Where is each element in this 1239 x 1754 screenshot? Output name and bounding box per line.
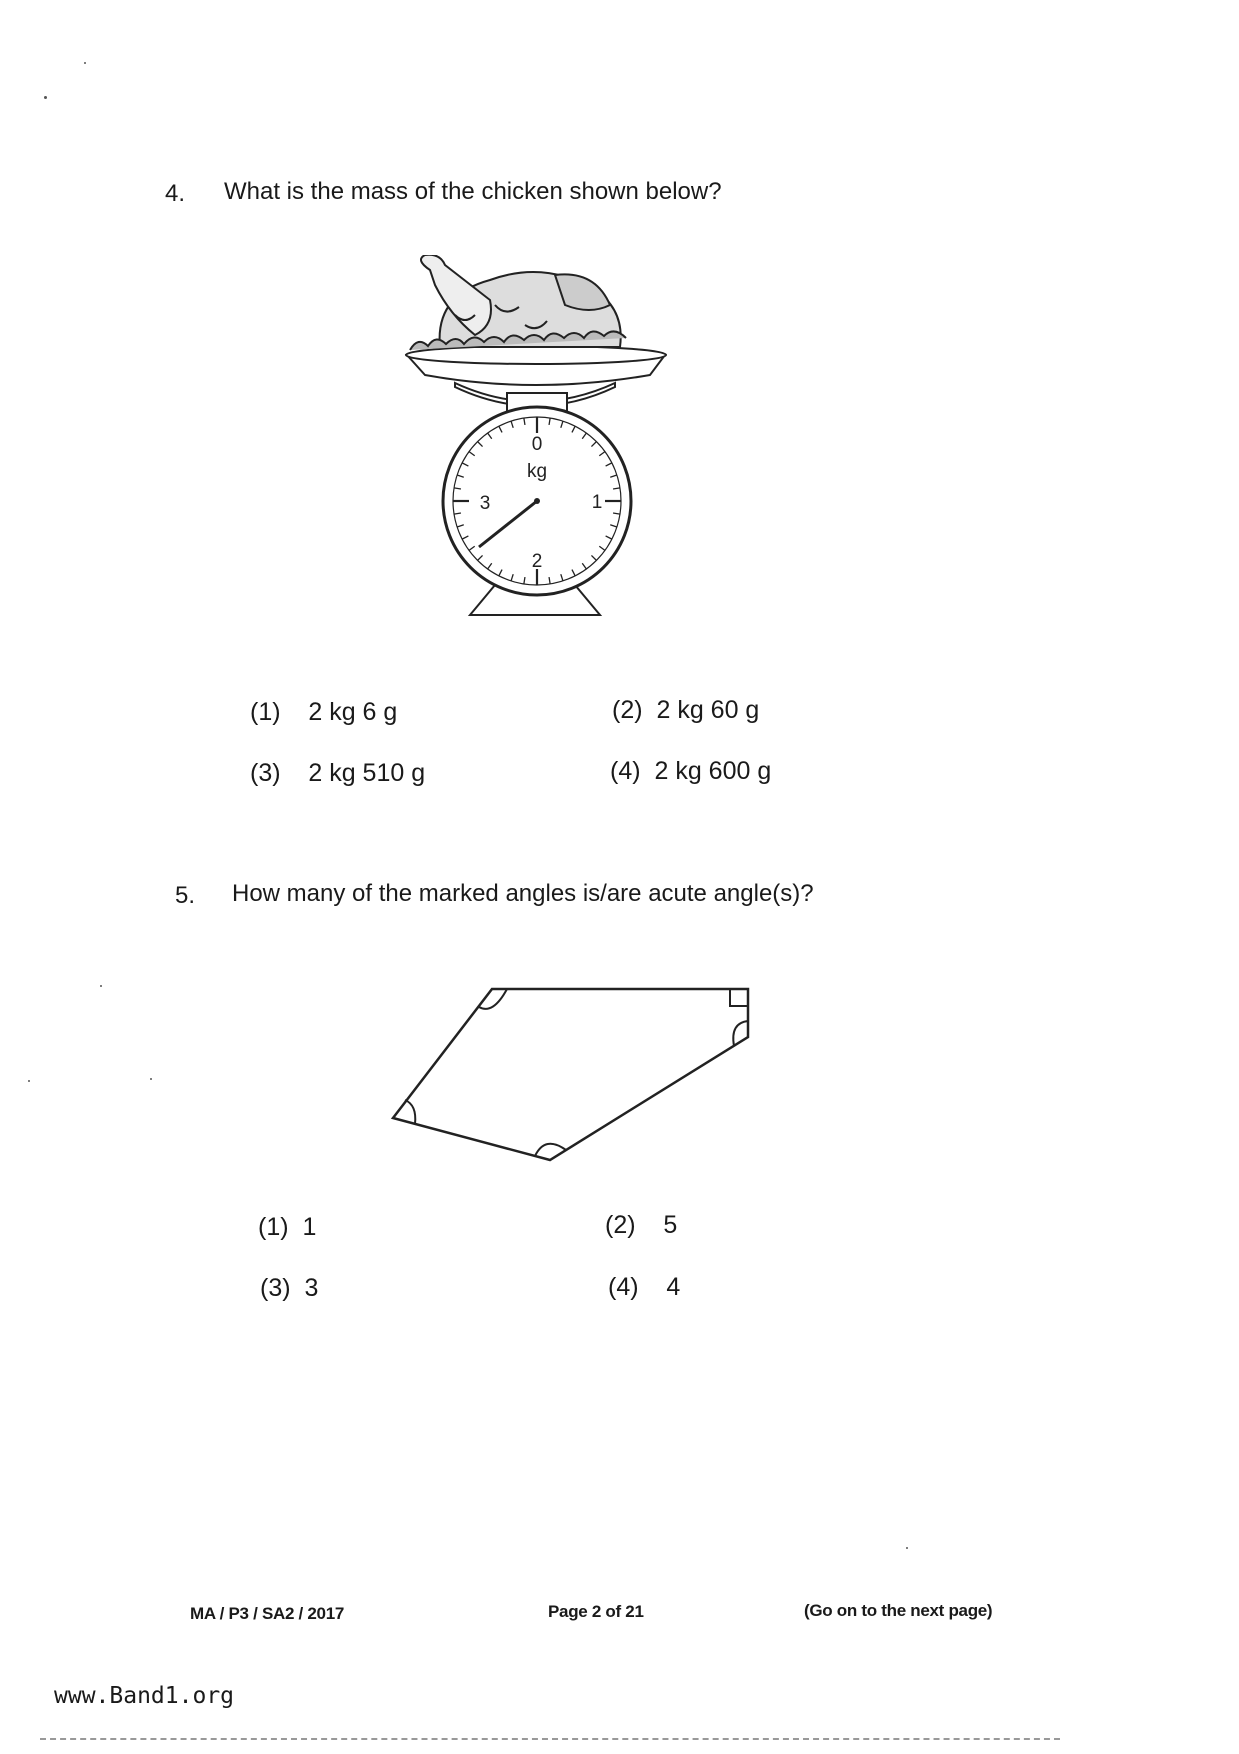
q5-option-2[interactable] — [605, 1211, 677, 1240]
q5-option-1-number: (1) — [258, 1213, 289, 1241]
pentagon-outline — [393, 989, 748, 1160]
q4-option-1-text: 2 kg 6 g — [308, 698, 398, 726]
question-4-number: 4. — [165, 180, 186, 207]
q5-option-1[interactable] — [258, 1213, 316, 1242]
scan-speck — [150, 1078, 152, 1080]
question-4-text: What is the mass of the chicken shown below? — [224, 178, 722, 205]
chicken-scale-figure — [395, 255, 685, 620]
scale-label-2: 2 — [531, 551, 543, 572]
q5-option-2-number: (2) — [605, 1211, 636, 1239]
pentagon-figure — [385, 975, 760, 1170]
q4-option-3-text: 2 kg 510 g — [308, 759, 426, 787]
website-watermark: www.Band1.org — [54, 1683, 235, 1709]
q4-option-1-number: (1) — [250, 698, 281, 726]
bottom-scan-line — [40, 1738, 1060, 1740]
q5-option-4[interactable] — [608, 1273, 680, 1302]
q4-option-4-number: (4) — [610, 757, 641, 785]
scale-unit-label: kg — [526, 461, 548, 482]
roast-chicken-illustration — [406, 255, 666, 385]
question-5-number: 5. — [175, 882, 196, 909]
q5-option-3[interactable] — [260, 1274, 318, 1303]
footer-page-number: Page 2 of 21 — [548, 1602, 644, 1621]
q4-option-4[interactable] — [610, 757, 771, 786]
question-5-text: How many of the marked angles is/are acute angle(s)? — [232, 880, 814, 907]
q4-option-3-number: (3) — [250, 759, 281, 787]
footer-next-page: (Go on to the next page) — [804, 1601, 993, 1620]
q4-option-3[interactable] — [250, 759, 425, 788]
scan-speck — [100, 985, 102, 987]
scan-speck — [906, 1547, 908, 1549]
q4-option-1[interactable] — [250, 698, 397, 727]
angle-mark-top-right — [730, 989, 748, 1006]
q5-option-3-text: 3 — [304, 1274, 319, 1302]
scale-label-1: 1 — [591, 492, 603, 513]
footer-paper-code: MA / P3 / SA2 / 2017 — [190, 1604, 344, 1623]
q4-option-2[interactable] — [612, 696, 759, 725]
q5-option-4-text: 4 — [666, 1273, 681, 1301]
q4-option-2-number: (2) — [612, 696, 643, 724]
scan-speck — [28, 1080, 30, 1082]
scale-zero-label: 0 — [531, 434, 543, 455]
q5-option-1-text: 1 — [302, 1213, 317, 1241]
q4-option-4-text: 2 kg 600 g — [654, 757, 772, 785]
q4-option-2-text: 2 kg 60 g — [656, 696, 760, 724]
q5-option-3-number: (3) — [260, 1274, 291, 1302]
weighing-scale — [443, 383, 631, 615]
scan-speck — [84, 62, 86, 64]
q5-option-2-text: 5 — [663, 1211, 678, 1239]
q5-option-4-number: (4) — [608, 1273, 639, 1301]
scan-speck — [44, 96, 47, 99]
scale-label-3: 3 — [479, 493, 491, 514]
